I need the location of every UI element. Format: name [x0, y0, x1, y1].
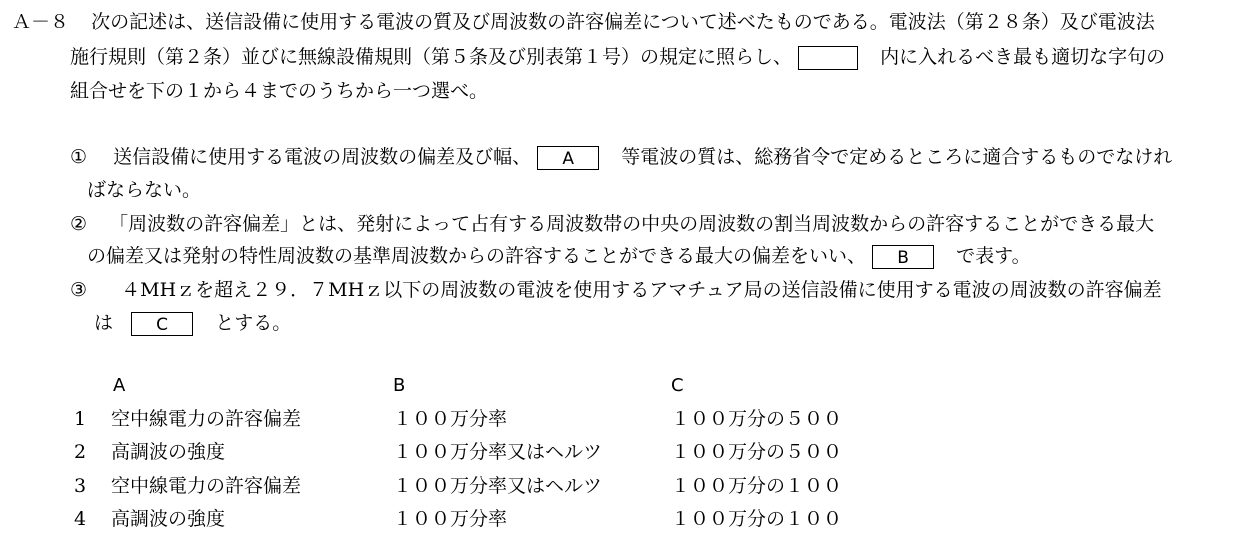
statement-3-line-1: [70, 278, 1162, 302]
question-text-2a: 施行規則（第２条）並びに無線設備規則（第５条及び別表第１号）の規定に照らし、: [70, 46, 793, 68]
statement-3-text-1: ４MHｚを超え２９．７MHｚ以下の周波数の電波を使用するアマチュア局の送信設備に使用する電波の周波数の許容偏差: [121, 279, 1162, 301]
choice-number: 1: [74, 408, 87, 430]
choice-number: 3: [74, 475, 87, 497]
box-c: C: [131, 312, 193, 336]
choice-b-value: １００万分率: [393, 508, 508, 530]
statement-1-marker: ①: [70, 146, 88, 168]
box-b: B: [872, 245, 934, 269]
choices-header-a: A: [113, 375, 126, 396]
choice-a-value: 空中線電力の許容偏差: [111, 408, 302, 430]
statement-3-text-before: は: [94, 312, 114, 334]
statement-2-text-after: で表す。: [956, 245, 1031, 267]
statement-2-marker: ②: [70, 213, 88, 235]
statement-1-text-after: 等電波の質は、総務省令で定めるところに適合するものでなけれ: [621, 146, 1173, 168]
question-number: Ａ－８: [12, 11, 70, 33]
statement-2-text-before: の偏差又は発射の特性周波数の基準周波数からの許容することができる最大の偏差をいい、: [87, 245, 867, 267]
statement-2-text-1: 「周波数の許容偏差」とは、発射によって占有する周波数帯の中央の周波数の割当周波数からの許容することができる最大: [109, 213, 1155, 235]
statement-3-marker: ③: [70, 279, 88, 301]
choice-b-value: １００万分率又はヘルツ: [393, 441, 603, 463]
choice-c-value: １００万分の５００: [671, 408, 843, 430]
question-text-1: 次の記述は、送信設備に使用する電波の質及び周波数の許容偏差について述べたものである。電波法（第２８条）及び電波法: [91, 11, 1155, 33]
statement-3-text-after: とする。: [215, 312, 292, 334]
choice-a-value: 高調波の強度: [111, 441, 226, 463]
question-line-1: [12, 10, 1155, 34]
choice-b-value: １００万分率: [393, 408, 508, 430]
choices-header-b: B: [393, 375, 406, 396]
choices-header-c: C: [671, 375, 684, 396]
statement-2-line-1: [70, 212, 1154, 236]
statement-1-text-before: 送信設備に使用する電波の周波数の偏差及び幅、: [113, 146, 532, 168]
box-a: A: [537, 146, 599, 170]
statement-2-line-2: [87, 244, 1031, 268]
choice-c-value: １００万分の５００: [671, 441, 843, 463]
question-line-3: [70, 79, 488, 103]
choice-a-value: 高調波の強度: [111, 508, 226, 530]
blank-box: [798, 46, 858, 70]
question-line-2: [70, 45, 1165, 69]
statement-3-line-2: [94, 311, 291, 335]
choice-c-value: １００万分の１００: [671, 508, 843, 530]
question-text-3: 組合せを下の１から４までのうちから一つ選べ。: [70, 80, 489, 102]
choice-a-value: 空中線電力の許容偏差: [111, 475, 302, 497]
choice-b-value: １００万分率又はヘルツ: [393, 475, 603, 497]
statement-1-text-cont: ばならない。: [87, 179, 202, 201]
choice-number: 2: [74, 441, 87, 463]
statement-1-line-1: [70, 145, 1172, 169]
statement-1-line-2: [87, 178, 201, 202]
question-text-2b: 内に入れるべき最も適切な字句の: [880, 46, 1166, 68]
choice-number: 4: [74, 508, 87, 530]
choice-c-value: １００万分の１００: [671, 475, 843, 497]
